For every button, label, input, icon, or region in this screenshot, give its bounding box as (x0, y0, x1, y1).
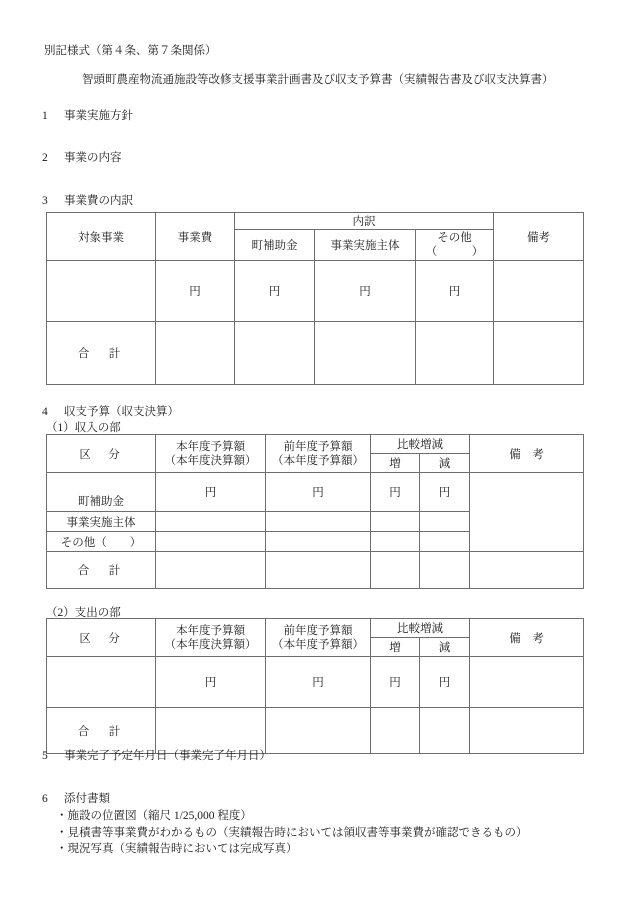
section-2-heading (42, 152, 122, 166)
cell-total-decrease[interactable] (420, 708, 470, 754)
header-current-year-main: 本年度予算額 (176, 440, 245, 453)
cell-implementing-body-current[interactable] (156, 512, 266, 532)
cell-remarks[interactable] (470, 657, 584, 708)
cell-town-subsidy-increase-yen[interactable]: 円 (371, 473, 420, 512)
header-other (416, 230, 494, 261)
cell-implementing-body-decrease[interactable] (420, 512, 470, 532)
cell-other-current[interactable] (156, 532, 266, 552)
section-5-heading (42, 750, 271, 764)
header-increase: 増 (371, 638, 420, 657)
cell-project-cost-yen[interactable]: 円 (156, 261, 235, 322)
project-cost-breakdown-table (46, 212, 584, 385)
cell-implementing-body-previous[interactable] (266, 512, 371, 532)
section-1-heading (42, 110, 133, 124)
cell-remarks[interactable] (494, 261, 584, 322)
cell-total-remarks[interactable] (470, 552, 584, 589)
header-breakdown-group: 内訳 (235, 213, 494, 230)
section-3-heading (42, 195, 133, 209)
cell-other-increase[interactable] (371, 532, 420, 552)
section-2-label: 事業の内容 (64, 152, 122, 164)
cell-total-other[interactable] (416, 322, 494, 385)
cell-implementing-body-increase[interactable] (371, 512, 420, 532)
section-2-number: 2 (42, 152, 48, 164)
section-4-number: 4 (42, 406, 48, 418)
cell-total-label: 合 計 (47, 552, 156, 589)
header-category: 区 分 (47, 619, 156, 657)
header-current-year-sub: （本年度決算額） (164, 638, 257, 651)
cell-total-decrease[interactable] (420, 552, 470, 589)
header-decrease: 減 (420, 638, 470, 657)
cell-previous-yen[interactable]: 円 (266, 657, 371, 708)
header-other-parenthesis: （ ） (425, 246, 484, 258)
cell-town-subsidy-current-yen[interactable]: 円 (156, 473, 266, 512)
table-total-row (47, 708, 584, 754)
table-header-row (47, 619, 584, 638)
cell-total-label: 合 計 (47, 322, 156, 385)
header-previous-year (266, 619, 371, 657)
cell-total-implementing-body[interactable] (315, 322, 416, 385)
row-label-other[interactable]: その他（ ） (47, 532, 156, 552)
cell-total-label: 合 計 (47, 708, 156, 754)
table-header-row (47, 213, 584, 230)
cell-total-project-cost[interactable] (156, 322, 235, 385)
section-3-number: 3 (42, 195, 48, 207)
cell-decrease-yen[interactable]: 円 (420, 657, 470, 708)
header-previous-year-main: 前年度予算額 (283, 440, 353, 453)
cell-total-current[interactable] (156, 552, 266, 589)
subsection-expense-heading: （2）支出の部 (46, 607, 121, 619)
header-previous-year (266, 435, 371, 473)
header-current-year (156, 435, 266, 473)
section-6-heading (42, 793, 110, 807)
header-implementing-body: 事業実施主体 (315, 230, 416, 261)
table-total-row (47, 322, 584, 385)
subsection-income-heading: （1）収入の部 (46, 422, 121, 434)
header-project-cost: 事業費 (156, 213, 235, 261)
table-row (47, 657, 584, 708)
section-6-label: 添付書類 (64, 793, 110, 805)
list-item: ・ 施設の位置図（縮尺 1/25,000 程度） (56, 808, 528, 825)
cell-town-subsidy-yen[interactable]: 円 (235, 261, 315, 322)
cell-remarks-merged[interactable] (470, 473, 584, 552)
header-current-year-sub: （本年度決算額） (164, 454, 257, 467)
cell-increase-yen[interactable]: 円 (371, 657, 420, 708)
income-table (46, 434, 584, 589)
header-remarks: 備考 (494, 213, 584, 261)
table-total-row (47, 552, 584, 589)
table-header-row (47, 435, 584, 454)
header-previous-year-sub: （本年度予算額） (272, 638, 364, 651)
header-other-label: その他 (437, 232, 472, 244)
expense-table (46, 618, 584, 754)
header-decrease: 減 (420, 454, 470, 473)
header-increase: 増 (371, 454, 420, 473)
section-5-number: 5 (42, 750, 48, 762)
section-4-heading (42, 406, 179, 420)
table-row (47, 261, 584, 322)
cell-total-increase[interactable] (371, 708, 420, 754)
cell-total-remarks[interactable] (494, 322, 584, 385)
form-identifier: 別記様式（第４条、第７条関係） (44, 45, 217, 57)
section-6-number: 6 (42, 793, 48, 805)
cell-total-remarks[interactable] (470, 708, 584, 754)
header-remarks: 備 考 (470, 619, 584, 657)
cell-category[interactable] (47, 657, 156, 708)
row-label-implementing-body[interactable]: 事業実施主体 (47, 512, 156, 532)
cell-town-subsidy-decrease-yen[interactable]: 円 (420, 473, 470, 512)
header-current-year (156, 619, 266, 657)
section-3-label: 事業費の内訳 (64, 195, 133, 207)
cell-total-previous[interactable] (266, 552, 371, 589)
list-item: ・ 見積書等事業費がわかるもの（実績報告時においては領収書等事業費が確認できるもの） (56, 825, 528, 842)
cell-total-previous[interactable] (266, 708, 371, 754)
header-current-year-main: 本年度予算額 (176, 624, 245, 637)
header-previous-year-sub: （本年度予算額） (272, 454, 364, 467)
section-4-label: 収支予算（収支決算） (64, 406, 179, 418)
section-1-label: 事業実施方針 (64, 110, 133, 122)
cell-target-project[interactable] (47, 261, 156, 322)
cell-total-town-subsidy[interactable] (235, 322, 315, 385)
table-row (47, 473, 584, 512)
header-comparison: 比較増減 (371, 619, 470, 638)
cell-total-increase[interactable] (371, 552, 420, 589)
header-previous-year-main: 前年度予算額 (283, 624, 353, 637)
cell-implementing-body-yen[interactable]: 円 (315, 261, 416, 322)
cell-total-current[interactable] (156, 708, 266, 754)
header-target-project: 対象事業 (47, 213, 156, 261)
list-item: ・ 現況写真（実績報告時においては完成写真） (56, 841, 528, 858)
cell-other-yen[interactable]: 円 (416, 261, 494, 322)
cell-town-subsidy-previous-yen[interactable]: 円 (266, 473, 371, 512)
header-category: 区 分 (47, 435, 156, 473)
row-label-town-subsidy[interactable]: 町補助金 (47, 473, 156, 512)
header-comparison: 比較増減 (371, 435, 470, 454)
cell-current-yen[interactable]: 円 (156, 657, 266, 708)
attachment-list (56, 808, 528, 858)
section-1-number: 1 (42, 110, 48, 122)
cell-other-decrease[interactable] (420, 532, 470, 552)
header-town-subsidy: 町補助金 (235, 230, 315, 261)
header-remarks: 備 考 (470, 435, 584, 473)
document-title: 智頭町農産物流通施設等改修支援事業計画書及び収支予算書（実績報告書及び収支決算書） (82, 74, 554, 86)
section-5-label: 事業完了予定年月日（事業完了年月日） (64, 750, 271, 762)
cell-other-previous[interactable] (266, 532, 371, 552)
